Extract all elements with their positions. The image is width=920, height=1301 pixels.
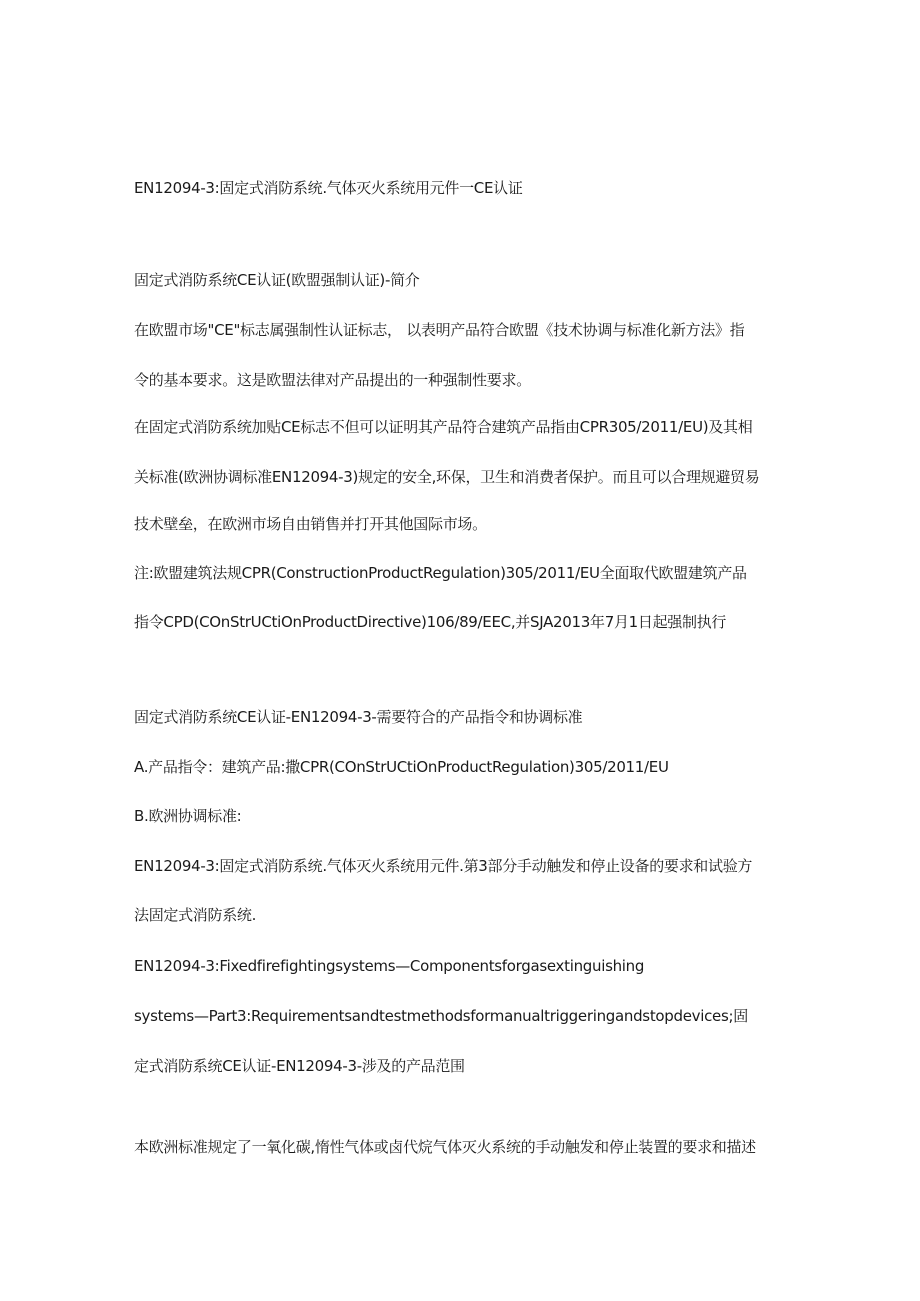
section-heading-intro: 固定式消防系统CE认证(欧盟强制认证)-简介 xyxy=(134,271,420,289)
section-heading-standards: 固定式消防系统CE认证-EN12094-3-需要符合的产品指令和协调标准 xyxy=(134,708,583,726)
list-item: A.产品指令：建筑产品:撒CPR(COnStrUCtiOnProductRegulation)305/2011/EU xyxy=(134,758,669,776)
paragraph-line: 技术壁垒，在欧洲市场自由销售并打开其他国际市场。 xyxy=(134,515,487,533)
paragraph-line: 关标准(欧洲协调标准EN12094-3)规定的安全,环保，卫生和消费者保护。而且可以合理规避贸易 xyxy=(134,468,760,486)
paragraph-line: 在固定式消防系统加贴CE标志不但可以证明其产品符合建筑产品指由CPR305/2011/EU)及其相 xyxy=(134,418,753,436)
paragraph-line: EN12094-3:Fixedfirefightingsystems—Componentsforgasextinguishing xyxy=(134,957,645,975)
list-item: B.欧洲协调标准: xyxy=(134,807,242,825)
paragraph-line: 在欧盟市场"CE"标志属强制性认证标志， 以表明产品符合欧盟《技术协调与标准化新方法》指 xyxy=(134,321,745,339)
paragraph-line: 本欧洲标准规定了一氧化碳,惰性气体或卤代烷气体灭火系统的手动触发和停止装置的要求和描述 xyxy=(134,1138,756,1156)
paragraph-line: systems—Part3:Requirementsandtestmethodsformanualtriggeringandstopdevices;固 xyxy=(134,1007,748,1025)
document-title: EN12094-3:固定式消防系统.气体灭火系统用元件一CE认证 xyxy=(134,179,523,197)
paragraph-line: 令的基本要求。这是欧盟法律对产品提出的一种强制性要求。 xyxy=(134,371,531,389)
section-heading-scope: 定式消防系统CE认证-EN12094-3-涉及的产品范围 xyxy=(134,1057,465,1075)
paragraph-line: EN12094-3:固定式消防系统.气体灭火系统用元件.第3部分手动触发和停止设备的要求和试验方 xyxy=(134,857,753,875)
note-line: 注:欧盟建筑法规CPR(ConstructionProductRegulation)305/2011/EU全面取代欧盟建筑产品 xyxy=(134,564,747,582)
note-line: 指令CPD(COnStrUCtiOnProductDirective)106/89/EEC,并SJA2013年7月1日起强制执行 xyxy=(134,613,727,631)
paragraph-line: 法固定式消防系统. xyxy=(134,906,257,924)
